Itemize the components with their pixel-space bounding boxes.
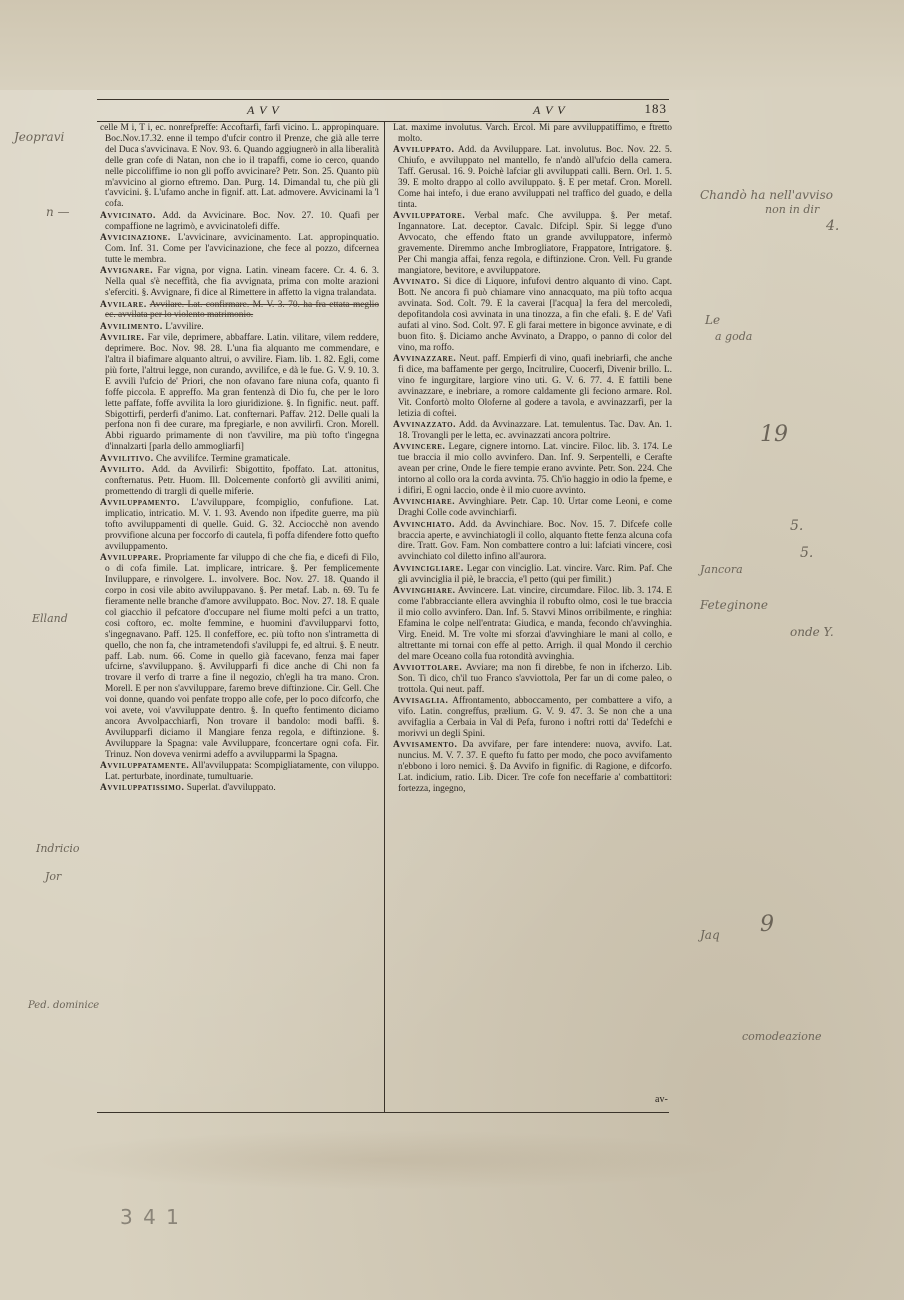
entry-headword: Avvinazzare.: [393, 354, 457, 365]
entry-text: L'avvicinare, avvicinamento. Lat. appropinquatio. Com. Inf. 31. Come per l'avvicinazione, che fece al pozzo, difcernea tutte le membra.: [105, 233, 379, 265]
entry-headword: Avvignare.: [100, 266, 154, 277]
dictionary-entry: [100, 266, 379, 299]
entry-headword: Avvinazzato.: [393, 419, 457, 430]
entry-text: Si dice di Liquore, infufovi dentro alquanto di vino. Capt. Bott. Ne ancora fi può chiamare vino annacquato, ma più tofto acqua avvinata. Sod. Colt. 79. E la caverai [l'acqua] la fera del mercoledì, depofitandola così avvinata in una tinozza, a fin che efali. §. E de' Vafi aufati al vino. Sod. Colt. 97. E gli farai mettere in bigonce avvinate, e di buon fito. §. Diciamo anche Avvinato, a Drappo, o panno di color del vino, ma roffo.: [398, 277, 672, 353]
running-title-right: A V V: [533, 103, 566, 117]
margin-note-number-19: 19: [760, 422, 788, 447]
margin-note-right-2: Le: [705, 313, 721, 327]
margin-note-top-left: Jeopravi: [14, 130, 65, 144]
dictionary-entry: [393, 497, 672, 519]
entry-headword: Avvilire.: [100, 333, 145, 344]
margin-note-left-2: Elland: [32, 612, 68, 625]
entry-text: L'avviluppare, fcompiglio, confufione. Lat. implicatio, intricatio. M. V. 1. 93. Avendo non ifpedite guerre, ma più tofto avviluppamenti di quelle. Guid. G. 32. Acciocchè non avendo provvifione alcuna per foccorfo di cautela, fi poffa difendere fotto quefto avviluppamento.: [105, 498, 379, 552]
entry-text: Avviare; ma non fi direbbe, fe non in ifcherzo. Lib. Son. Ti dico, ch'il tuo Franco s'avviottola, Per far un di come paleo, o trottola. Qui neut. paff.: [398, 662, 672, 695]
header-rule-top: [97, 99, 669, 100]
entry-headword: Avviluppatissimo.: [100, 783, 185, 794]
running-header: [97, 101, 669, 119]
entry-headword: Avviluppare.: [100, 553, 162, 564]
dictionary-entry: [393, 442, 672, 497]
entry-headword: Avvilare.: [100, 299, 147, 310]
entry-text: Lat. maxime involutus. Varch. Ercol. Mi pare avviluppatiffimo, e ftretto molto.: [393, 123, 672, 144]
entry-text: Che avvilifce. Termine gramaticale.: [156, 453, 291, 464]
dictionary-entry: [100, 465, 379, 498]
entry-headword: Avvilitivo.: [100, 453, 154, 464]
entry-text: Da avvifare, per fare intendere: nuova, avvifo. Lat. nuncius. M. V. 7. 37. E quefto fu fatto per modo, che poco avvifamento n'ebbono i loro nemici. §. Da Avvifo in fignific. di Ragione, e difcorfo. Lat. indicium, ratio. Lib. Dicer. Tre cofe fon neceffarie a' combattitori: fortezza, ingegno,: [398, 740, 672, 794]
catchword: av-: [655, 1094, 668, 1105]
entry-headword: Avvilimento.: [100, 321, 163, 332]
margin-note-right-1b: non in dir: [765, 203, 820, 216]
entry-headword: Avviluppato.: [393, 145, 455, 156]
entry-text: Neut. paff. Empierfi di vino, quafi inebriarfi, che anche fi dice, ma baffamente per gergo, Incitrulire, Cuocerfi, Divenir brillo. L. vino fe ingurgitare, largiore vino uti. G. V. 6. 77. 4. E fattili bene avvinazzare, e inebriare, a romore caldamente gli feciono armare. Rol. Vit. Confortò molto Oloferne al godere a tavola, e avvinazzarfi, per la letizia di coftei.: [398, 354, 672, 419]
dictionary-entry: [100, 783, 379, 794]
paper-stain: [30, 1130, 750, 1190]
dictionary-entry: [393, 354, 672, 419]
entry-text: Far vigna, por vigna. Latin. vineam facere. Cr. 4. 6. 3. Nella qual s'è neceffità, che fia avvignata, prima con molte arazioni s'eferciti. §. Avvignare, fi dice al Rimettere in affetto la vigna tralandata.: [105, 266, 379, 299]
entry-headword: Avvinghiare.: [393, 586, 456, 597]
entry-headword: Avvinchiato.: [393, 519, 455, 530]
entry-text: All'avviluppata: Scompigliatamente, con viluppo. Lat. perturbate, inordinate, tumultuarie.: [105, 761, 379, 782]
dictionary-entry: [100, 322, 379, 333]
entry-text: Far vile, deprimere, abbaffare. Latin. vilitare, vilem reddere, deprimere. Boc. Nov. 98. 28. L'una fia alquanto me commendare, e l'altra il biafimare alquanto altrui, o avvilire. Fiam. lib. 1. 82. Egli, come più forte, l'altrui legge, non curando, avvilifce, e dà le fue. G. V. 9. 10. 3. E avvilì l'ufcio de' Priori, che non ofavano fare niuna cofa, quanto fi foffe piccola. E appreffo. Ma gran fentenzà di Dio fu, che per le loro lette paffate, foffe avvilita la loro giuridizione. §. In fignific. neut. paff. Sbigottirfi, perderfi d'animo. Lat. confternari. Paffav. 212. Delle quali la perfona non fi dee curare, ma fpregiarle, e non avvilirfi. Cron. Morell. Abbi riguardo primamente di non t'avvilire, ma più tofto t'ingegna d'innalzarti [parla dello ammogliarfi]: [105, 333, 379, 453]
dictionary-entry: [393, 420, 672, 442]
entry-text: Add. da Avviluppare. Lat. involutus. Boc. Nov. 22. 5. Chiufo, e avviluppato nel mantello, fe n'andò all'ufcio della camera. Taff. Gerusal. 16. 9. Poichè lafciar gli avviluppati calli. Bern. Orl. 1. 5. 39. E molto drappo al collo avviluppato. §. E per metaf. Cron. Morell. Come hai intefo, i due erano avviluppati nel traffico del guado, e della tinta.: [398, 145, 672, 210]
entry-text: Affrontamento, abboccamento, per combattere a vifo, a vifo. Latin. congreffus, prælium. G. V. 9. 47. 3. Se non che a una avvifaglia a Cerbaia in Val di Pefa, furono i noftri rotti da' Tedefchi e morivvi un degli Spini.: [398, 696, 672, 739]
margin-note-right-5: onde Y.: [790, 625, 834, 639]
header-rule-bottom: [97, 121, 669, 122]
entry-headword: Avviluppamento.: [100, 498, 181, 509]
column-divider: [384, 121, 385, 1113]
margin-note-number-5a: 5.: [790, 518, 804, 534]
dictionary-entry: [100, 498, 379, 553]
entry-headword: Avvisamento.: [393, 740, 458, 751]
margin-note-number-5b: 5.: [800, 545, 814, 561]
dictionary-entry: [100, 553, 379, 760]
right-column: [393, 123, 672, 1113]
entry-text: Superlat. d'avviluppato.: [186, 783, 276, 794]
margin-note-right-3: Jancora: [700, 563, 743, 576]
margin-note-left-mark: n —: [46, 205, 70, 219]
dictionary-entry: [393, 696, 672, 740]
dictionary-entry: [100, 333, 379, 453]
dictionary-entry: [393, 564, 672, 586]
page-number: 183: [644, 101, 667, 116]
entry-headword: Avvincere.: [393, 442, 446, 453]
dictionary-entry: [100, 123, 379, 210]
dictionary-entry: [393, 123, 672, 145]
entry-text: Add. da Avvinchiare. Boc. Nov. 15. 7. Difcefe colle braccia aperte, e avvinchiatogli il collo, alquanto ftette fenza alcuna cofa dire. Tratt. Gov. Fam. Non combattere contro a lui: lafciati vincere, così avvinchiato col diletto infino all'aurora.: [398, 519, 672, 563]
entry-headword: Avviluppatore.: [393, 211, 466, 222]
pencil-number: 3 4 1: [120, 1205, 181, 1229]
entry-text: Legar con vinciglio. Lat. vincire. Varc. Rim. Paf. Che gli avvinciglia il piè, le braccia, e'l petto (qui per fimilit.): [398, 563, 672, 585]
left-column: [100, 123, 379, 1113]
entry-text: L'avvilire.: [165, 321, 204, 332]
entry-headword: Avviluppatamente.: [100, 761, 190, 772]
entry-text: Propriamente far viluppo di che che fia, e dicefi di Filo, o di cofa fimile. Lat. implicare, intricare. §. Per femplicemente Inviluppare, e rinvolgere. L. involvere. Boc. Nov. 27. 18. Quando il corpo in cosi vile abito avviluppavano. §. Per metaf. Lab. n. 69. Tu fe fieramente nelle branche d'amore avviluppato. Boc. Nov. 27. 18. E quale col giacchio il pefcatore d'occupare nel fiume molti pefci a un tratto, cosi coftoro, ec. molte femmine, e huomini d'avvilupparvi fotto, s'ingegnavano. Paff. 125. Il confeffore, ec. più tofto non s'intrametta di quello, che non fa, che intrametendofi s'aviluppi fe, ed altrui. §. E neutr. paff. Lab. num. 66. Come in quello già facevano, fenza mai faper ufcirne, s'avviluppano. §. Avvilupparfi fi dice anche di Chi non fa trovare il verfo di trarre a fine il negozio, ch'egli ha tra mano. Cron. Morell. E per non s'avviluppare, faremo breve diftinzione. Cir. Gell. Che voi donne, quando voi penfate troppo alle cofe, per lo poco difcorfo, che voi avete, voi v'avviluppate dentro. §. In quefto fentimento diciamo ancora Avvolpacchiarfi, Non trovare il bandolo: modi baffi. §. Avvilupparfi diciamo il Mangiare fenza regola, e diftinzione. §. Avviluppare la Spagna: vale Avviluppare, fconcertare ogni cofa. Fir. Trinuz. Non doveva venirmi adeffo a avvilupparmi la Spagna.: [105, 553, 379, 760]
margin-note-right-7: comodeazione: [742, 1030, 822, 1043]
margin-note-right-4: Feteginone: [700, 598, 768, 612]
margin-note-number-9: 9: [760, 912, 774, 937]
dictionary-entry: [100, 300, 379, 322]
margin-note-right-2b: a goda: [715, 330, 753, 343]
entry-headword: Avvisaglia.: [393, 696, 449, 707]
entry-text: Add. da Avvicinare. Boc. Nov. 27. 10. Quafi per compaffione ne lagrimò, e avvicinatolefi diffe.: [105, 210, 379, 232]
entry-text: Add. da Avvilirfi: Sbigottito, fpoffato. Lat. attonitus, confternatus. Petr. Huom. Ill. Dolcemente confortò gli avviliti animi, promettendo di trargli di quelle miferie.: [105, 465, 379, 497]
entry-headword: Avvilito.: [100, 465, 145, 476]
dictionary-entry: [100, 233, 379, 266]
entry-headword: Avviottolare.: [393, 662, 463, 673]
entry-text: Avvincere. Lat. vincire, circumdare. Filoc. lib. 3. 174. E come l'abbracciante ellera avvinghia il robufto olmo, così le tue braccia il mio collo avvinfero. Dan. Inf. 5. Stavvi Minos orribilmente, e ringhia: Efamina le colpe nell'entrata: Giudica, e manda, fecondo ch'avvinghia. Virg. Eneid. M. Tre volte mi sforzai d'avvinghiare le mani al collo, e altrettante mi tornai con effe al petto. Arrigh. il qual Mondo il cerchio del mare Oceano colla fua rotondità avvinghia.: [398, 586, 672, 662]
dictionary-entry: [393, 586, 672, 662]
margin-note-number-4: 4.: [826, 218, 840, 234]
dictionary-entry: [393, 145, 672, 210]
running-title-left: A V V: [247, 103, 280, 117]
page-top-edge: [0, 0, 904, 90]
dictionary-entry: [393, 520, 672, 564]
dictionary-entry: [393, 211, 672, 276]
margin-note-right-1: Chandò ha nell'avviso: [700, 188, 833, 202]
entry-headword: Avvicinato.: [100, 210, 156, 221]
entry-headword: Avvinchiare.: [393, 497, 456, 508]
dictionary-entry: [100, 454, 379, 465]
entry-text: Avvilare. Lat. confirmare. M. V. 3. 70. ha fra ettata meglio ec. avvilata per lo violento matrimonio.: [105, 299, 379, 321]
margin-note-left-5: Ped. dominice: [28, 1000, 100, 1011]
entry-headword: Avvicinazione.: [100, 233, 171, 244]
dictionary-entry: [100, 761, 379, 783]
margin-note-left-3: Indricio: [36, 842, 80, 855]
entry-text: celle M i, T i, ec. nonrefpreffe: Accoftarfi, farfi vicino. L. appropinquare. Boc.Nov.17.32. enne il tempo d'ufcir contro il Prenze, che già alle terre del Duca s'avvicinava. E Nov. 93. 6. Quando aggiugnerò in alla liberalità delle gran cofe di Natan, non che io il trapaffi, come io cerco, quando nelle piccoliffime io non gli poffo avvicinare? Petr. Son. 25. Quanto più m'avvicino al giorno eftremo. Dan. Purg. 14. Dimandal tu, che più gli t'avvicini. §. L'ufamo anche in fignif. att. Lat. admovere. Avvicinami la 'l cofa.: [100, 123, 379, 210]
entry-text: Add. da Avvinazzare. Lat. temulentus. Tac. Dav. An. 1. 18. Trovangli per le letta, ec. avvinazzati ancora poltrire.: [398, 419, 672, 441]
entry-text: Legare, cignere intorno. Lat. vincire. Filoc. lib. 3. 174. Le tue braccia il mio collo avvinfero. Dan. Inf. 9. Serpentelli, e Cerafte avean per crine, Onde le fiere tempie erano avvinte. Petr. Son. 224. Che intorno al collo ora la corda avvinta. 75. Ch'io haggio in odio la fpeme, e i difiri, E ogni laccio, onde è il mio cuore avvinto.: [398, 442, 672, 496]
margin-note-left-4: Jor: [45, 870, 62, 883]
bottom-rule: [97, 1112, 669, 1113]
entry-text: Avvinghiare. Petr. Cap. 10. Urtar come Leoni, e come Draghi Colle code avvinchiarfi.: [398, 497, 672, 519]
dictionary-entry: [393, 277, 672, 353]
entry-text: Verbal mafc. Che avviluppa. §. Per metaf. Ingannatore. Lat. deceptor. Cavalc. Difcipl. Spir. Si legge d'uno Avvocato, che effendo ftato un grande avviluppatore, infermò gravemente. Diremmo anche Imbrogliatore, Frappatore, Intrigatore. §. Per Chi mangia affai, fenza regola, e diftinzione. Cron. Vell. Fu grande mangiatore, bevitore, e avviluppatore.: [398, 211, 672, 276]
entry-headword: Avvincigliare.: [393, 563, 464, 574]
dictionary-entry: [393, 663, 672, 696]
dictionary-page: [97, 99, 672, 1111]
dictionary-entry: [393, 740, 672, 795]
dictionary-entry: [100, 211, 379, 233]
entry-headword: Avvinato.: [393, 277, 440, 288]
margin-note-right-6: Jaq: [700, 928, 720, 942]
